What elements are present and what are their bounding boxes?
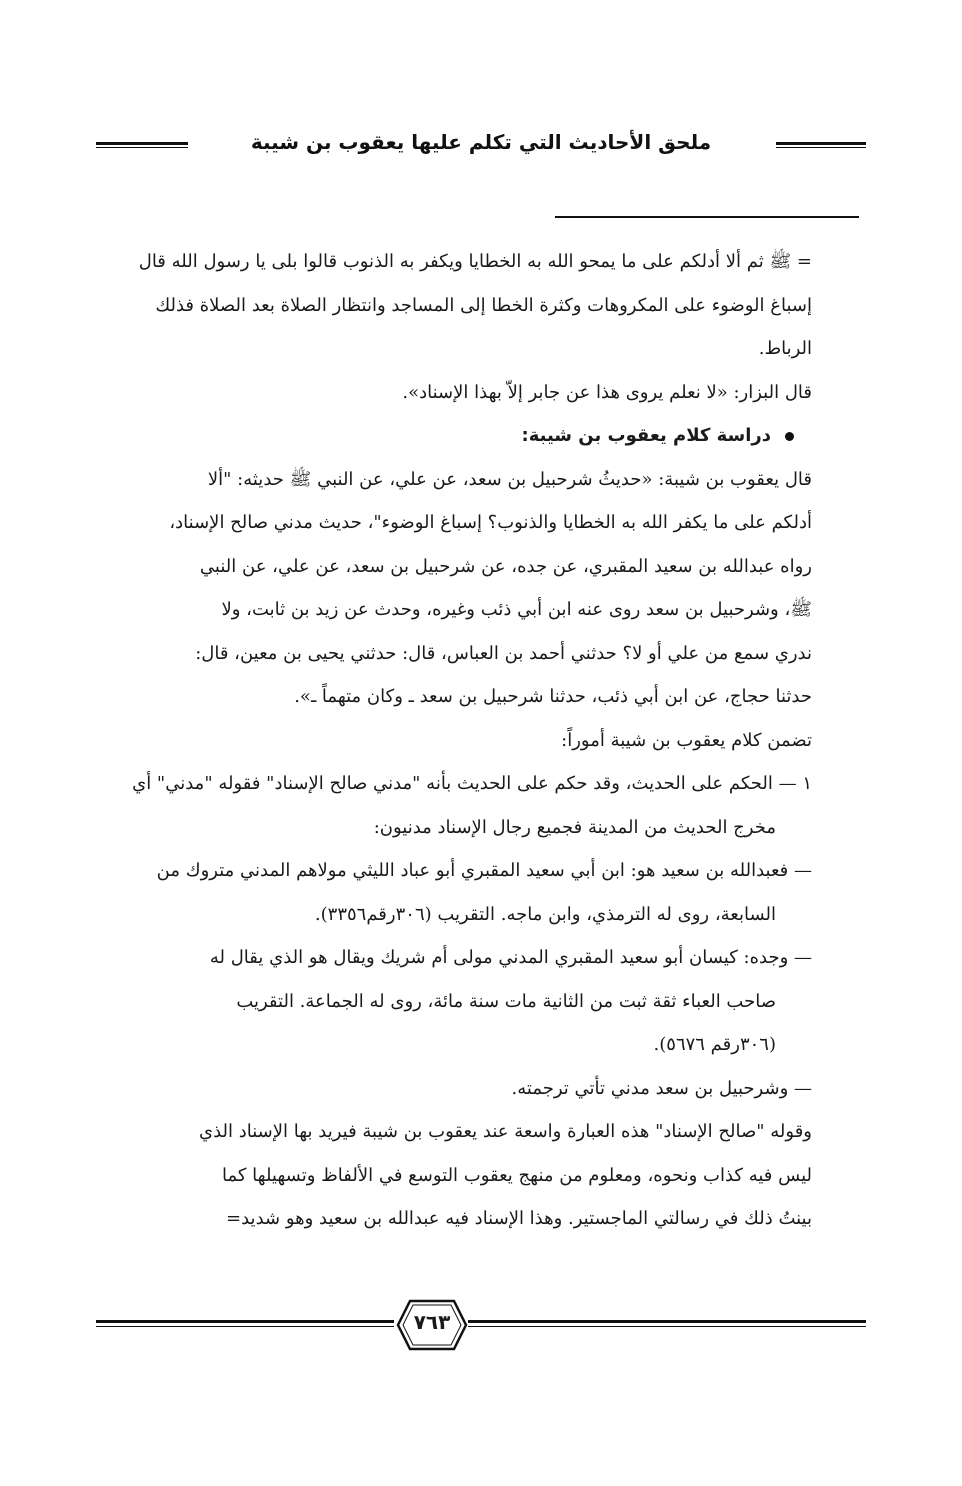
footer-rule-left <box>96 1320 394 1327</box>
text-line: تضمن كلام يعقوب بن شيبة أموراً: <box>561 729 812 751</box>
dash-item: — وشرحبيل بن سعد مدني تأتي ترجمته. <box>511 1077 812 1099</box>
text-line: بينتُ ذلك في رسالتي الماجستير. وهذا الإسناد فيه عبدالله بن سعيد وهو شديد= <box>226 1208 812 1229</box>
page-footer <box>96 1298 866 1358</box>
text-line: وقوله "صالح الإسناد" هذه العبارة واسعة عند يعقوب بن شيبة فيريد بها الإسناد الذي <box>198 1121 812 1142</box>
numbered-item-continuation: مخرج الحديث من المدينة فجميع رجال الإسناد مدنيون: <box>373 816 776 838</box>
text-line: = ﷺ ثم ألا أدلكم على ما يمحو الله به الخطايا ويكفر به الذنوب قالوا بلى يا رسول الله قال <box>138 251 812 272</box>
dash-item: — وجده: كيسان أبو سعيد المقبري المدني مولى أم شريك ويقال هو الذي يقال له <box>209 947 812 968</box>
text-line: رواه عبدالله بن سعيد المقبري، عن جده، عن شرحبيل بن سعد، عن علي، عن النبي <box>199 555 812 577</box>
footnote-separator-rule <box>555 216 859 218</box>
dash-item-continuation: صاحب العباء ثقة ثبت من الثانية مات سنة مائة، روى له الجماعة. التقريب <box>236 990 776 1012</box>
text-line: إسباغ الوضوء على المكروهات وكثرة الخطا إلى المساجد وانتظار الصلاة بعد الصلاة فذلك <box>155 294 812 316</box>
text-line: ﷺ، وشرحبيل بن سعد روى عنه ابن أبي ذئب وغيره، وحدث عن زيد بن ثابت، ولا <box>221 599 812 620</box>
section-heading <box>100 414 812 458</box>
numbered-item: ١ — الحكم على الحديث، وقد حكم على الحديث بأنه "مدني صالح الإسناد" فقوله "مدني" أي <box>132 773 812 794</box>
footnote-body <box>100 240 812 1241</box>
page-number-frame <box>396 1298 468 1352</box>
dash-item-continuation: السابعة، روى له الترمذي، وابن ماجه. التقريب (٣٠٦رقم٣٣٥٦). <box>314 903 776 925</box>
text-line: حدثنا حجاج، عن ابن أبي ذئب، حدثنا شرحبيل بن سعد ـ وكان متهماً ـ». <box>294 686 812 707</box>
footer-rule-right <box>468 1320 866 1327</box>
text-line: الرباط. <box>758 338 812 359</box>
bullet-icon <box>785 432 794 441</box>
text-line: ليس فيه كذاب ونحوه، ومعلوم من منهج يعقوب التوسع في الألفاظ وتسهيلها كما <box>222 1164 812 1186</box>
running-header <box>96 128 866 164</box>
dash-item-continuation: (٣٠٦رقم ٥٦٧٦). <box>653 1034 776 1055</box>
text-line: ندري سمع من علي أو لا؟ حدثني أحمد بن العباس، قال: حدثني يحيى بن معين، قال: <box>195 642 812 664</box>
section-heading-text: دراسة كلام يعقوب بن شيبة: <box>521 425 771 446</box>
text-line: قال يعقوب بن شيبة: «حديثُ شرحبيل بن سعد، عن علي، عن النبي ﷺ حديثه: "ألا <box>207 468 812 490</box>
text-line: قال البزار: «لا نعلم يروى هذا عن جابر إلاّ بهذا الإسناد». <box>402 381 812 403</box>
dash-item: — فعبدالله بن سعيد هو: ابن أبي سعيد المقبري أبو عباد الليثي مولاهم المدني متروك من <box>156 860 812 881</box>
running-header-title: ملحق الأحاديث التي تكلم عليها يعقوب بن شيبة <box>96 130 866 154</box>
page-number: ٧٦٣ <box>413 1310 451 1334</box>
text-line: أدلكم على ما يكفر الله به الخطايا والذنوب؟ إسباغ الوضوء"، حديث مدني صالح الإسناد، <box>169 512 812 533</box>
